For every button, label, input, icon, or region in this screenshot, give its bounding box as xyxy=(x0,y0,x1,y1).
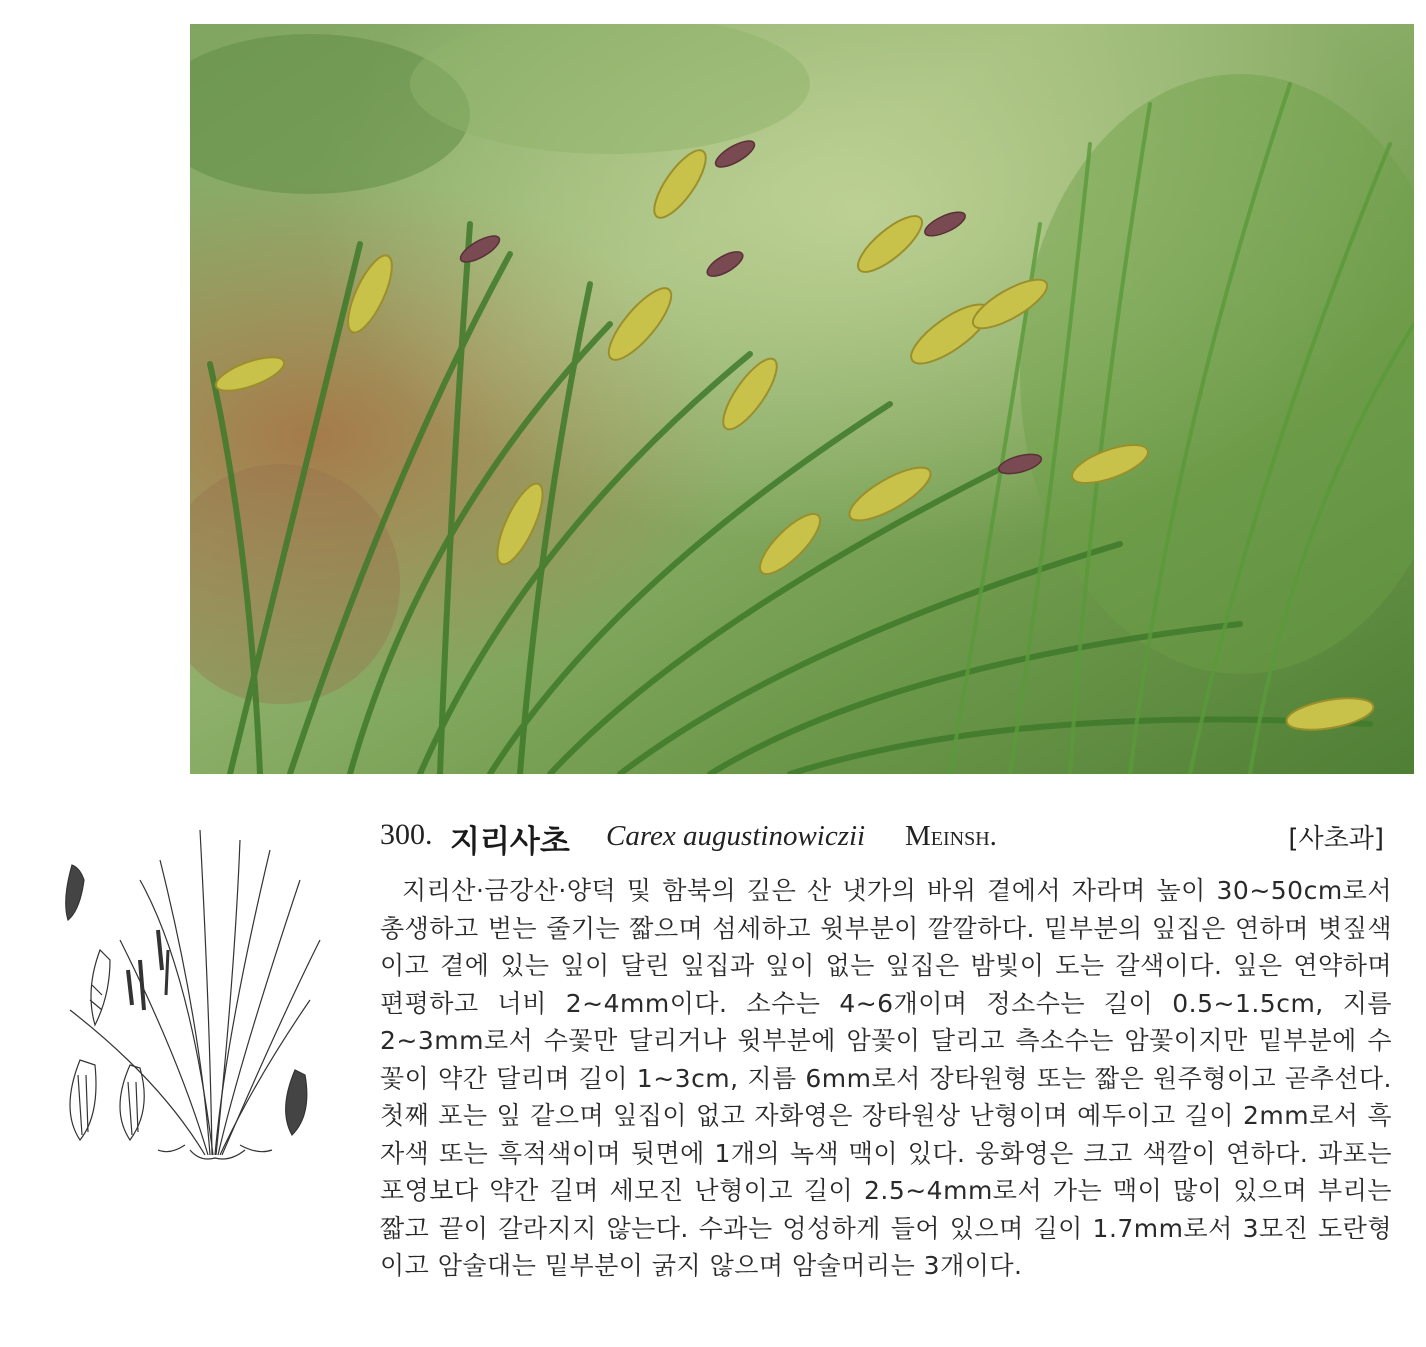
species-description: 지리산·금강산·양덕 및 함북의 깊은 산 냇가의 바위 곁에서 자라며 높이 30∼50cm로서 총생하고 벋는 줄기는 짧으며 섬세하고 윗부분이 깔깔하다. 밑부분의 잎집은 연하며 볏짚색이고 곁에 있는 잎이 달린 잎집과 잎이 없는 잎집은 밤빛이 도는 갈색이다. 잎은 연약하며 편평하고 너비 2∼4mm이다. 소수는 4∼6개이며 정소수는 길이 0.5∼1.5cm, 지름 2∼3mm로서 수꽃만 달리거나 윗부분에 암꽃이 달리고 측소수는 암꽃이지만 밑부분에 수꽃이 약간 달리며 길이 1∼3cm, 지름 6mm로서 장타원형 또는 짧은 원주형이고 곧추선다. 첫째 포는 잎 같으며 잎집이 없고 자화영은 장타원상 난형이며 예두이고 길이 2mm로서 흑자색 또는 흑적색이며 뒷면에 1개의 녹색 맥이 있다. 웅화영은 크고 색깔이 연하다. 과포는 포영보다 약간 길며 세모진 난형이고 길이 2.5∼4mm로서 가는 맥이 많이 있으며 부리는 짧고 끝이 갈라지지 않는다. 수과는 엉성하게 들어 있으며 길이 1.7mm로서 3모진 도란형이고 암술대는 밑부분이 굵지 않으며 암술머리는 3개이다. xyxy=(380,876,1392,1280)
botanical-illustration xyxy=(40,820,330,1160)
entry-header xyxy=(380,808,1390,864)
family-name: [사초과] xyxy=(1288,824,1384,854)
plant-photo xyxy=(190,24,1414,774)
entry-number: 300. xyxy=(380,818,433,851)
plant-photo-drawing xyxy=(190,24,1414,774)
korean-name: 지리사초 xyxy=(450,824,570,860)
author-abbreviation: Meinsh. xyxy=(905,820,997,852)
scientific-name: Carex augustinowiczii xyxy=(606,820,866,852)
botanical-illustration-drawing xyxy=(40,820,330,1160)
